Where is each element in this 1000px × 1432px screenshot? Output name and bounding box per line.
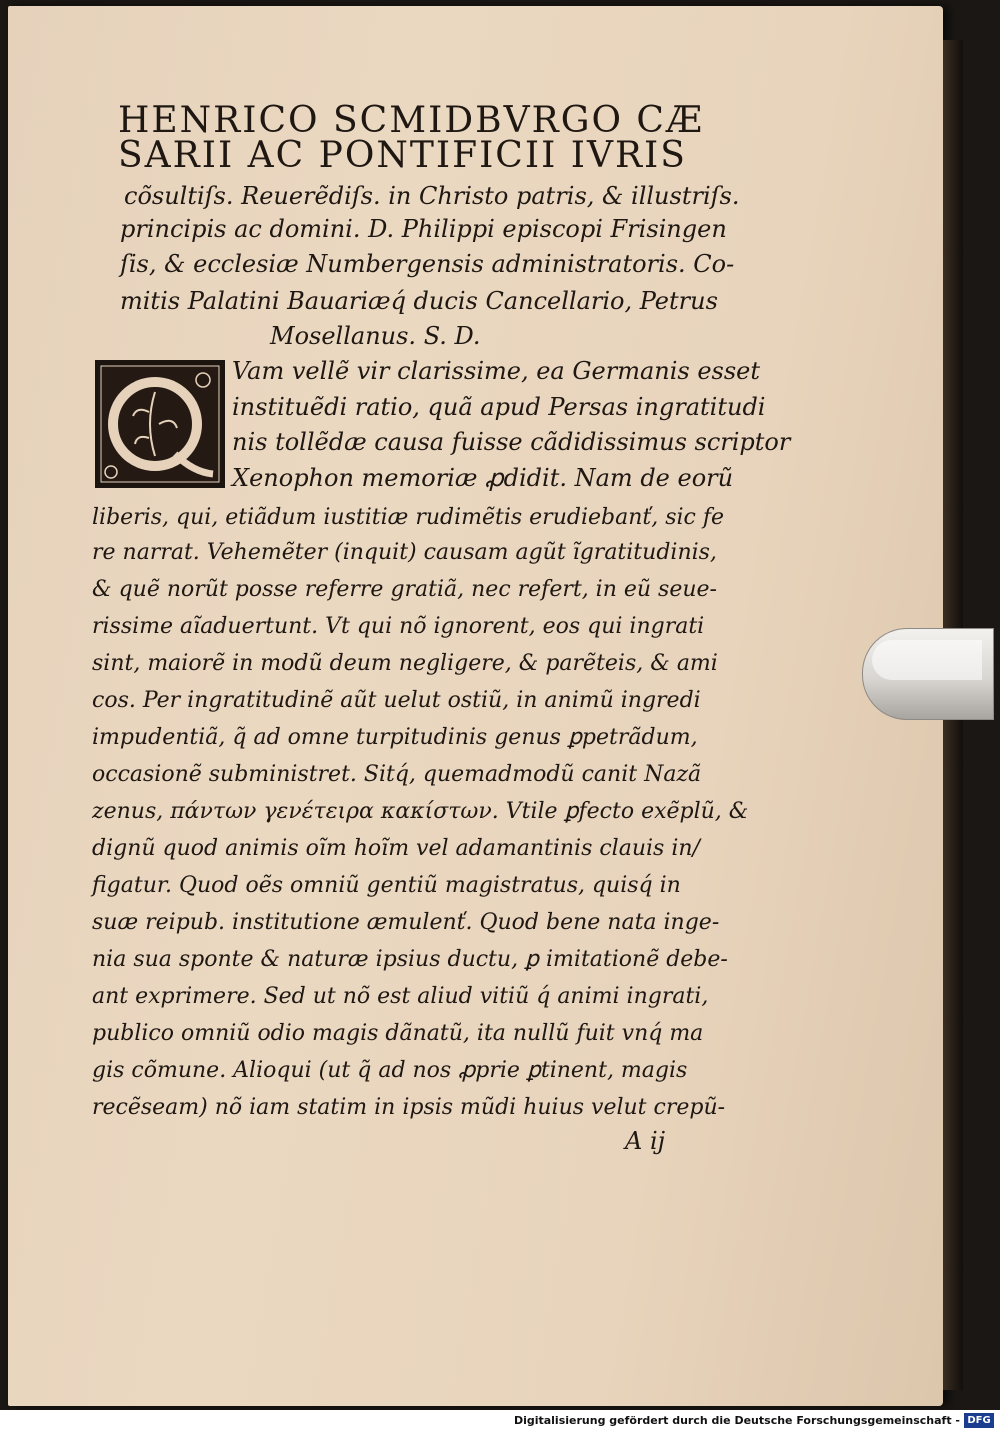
dfg-logo-icon: DFG (964, 1413, 994, 1428)
text-line: cos. Per ingratitudinẽ aũt uelut ostiũ, in animũ ingredi (92, 688, 701, 713)
text-line: publico omniũ odio magis dãnatũ, ita nullũ fuit vnq́ ma (92, 1021, 704, 1046)
text-line: figatur. Quod oẽs omniũ gentiũ magistratus, quisq́ in (92, 873, 681, 898)
text-line: occasionẽ subministret. Sitq́, quemadmodũ canit Nazã (92, 762, 702, 787)
text-line: instituẽdi ratio, quã apud Persas ingratitudi (232, 393, 766, 421)
drop-cap-initial (95, 360, 225, 488)
text-line: nis tollẽdæ causa fuisse cãdidissimus scriptor (232, 428, 791, 456)
text-line: Xenophon memoriæ ꝓdidit. Nam de eorũ (232, 464, 734, 492)
text-line: suæ reipub. institutione æmulenť. Quod bene nata inge- (92, 910, 720, 935)
heading-line-1: HENRICO SCMIDBVRGO CÆ (118, 100, 705, 141)
address-line: Mosellanus. S. D. (270, 322, 481, 350)
ornamental-q-icon (97, 362, 223, 486)
signature-mark: A ij (625, 1127, 666, 1155)
text-line: liberis, qui, etiãdum iustitiæ rudimẽtis erudiebanť, sic fe (92, 505, 725, 530)
text-line: sint, maiorẽ in modũ deum negligere, & parẽteis, & ami (92, 651, 718, 676)
text-line: impudentiã, q̃ ad omne turpitudinis genus ꝑpetrãdum, (92, 725, 698, 750)
text-line: nia sua sponte & naturæ ipsius ductu, ꝑ imitationẽ debe- (92, 947, 728, 972)
text-line: re narrat. Vehemẽter (inquit) causam agũt ĩgratitudinis, (92, 540, 717, 565)
address-line: ſis, & ecclesiæ Numbergensis administratoris. Co- (120, 250, 735, 278)
heading-line-2: SARII AC PONTIFICII IVRIS (118, 135, 687, 176)
text-line: zenus, πάντων γενέτειρα κακίστων. Vtile ꝑfecto exẽplũ, & (92, 799, 749, 824)
text-line: rissime aĩaduertunt. Vt qui nõ ignorent, eos qui ingrati (92, 614, 705, 639)
address-line: principis ac domini. D. Philippi episcopi Frisingen (120, 215, 727, 243)
address-line: mitis Palatini Bauariæq́ ducis Cancellario, Petrus (120, 287, 718, 315)
text-line: Vam vellẽ vir clarissime, ea Germanis esset (232, 357, 761, 385)
text-line: gis cõmune. Alioqui (ut q̃ ad nos ꝓprie ꝑtinent, magis (92, 1058, 688, 1083)
text-line: & quẽ norũt posse referre gratiã, nec refert, in eũ seue- (92, 577, 717, 602)
footer-credit-text: Digitalisierung gefördert durch die Deutsche Forschungsgemeinschaft - (513, 1414, 960, 1427)
text-line: ant exprimere. Sed ut nõ est aliud vitiũ q́ animi ingrati, (92, 984, 709, 1009)
plastic-page-clip-highlight (872, 640, 982, 680)
text-line: recẽseam) nõ iam statim in ipsis mũdi huius velut crepũ- (92, 1095, 726, 1120)
address-line: cõsultiſs. Reuerẽdiſs. in Christo patris, & illustriſs. (124, 182, 740, 210)
text-line: dignũ quod animis oĩm hoĩm vel adamantinis clauis in/ (92, 836, 700, 861)
footer-bar (0, 1410, 1000, 1432)
